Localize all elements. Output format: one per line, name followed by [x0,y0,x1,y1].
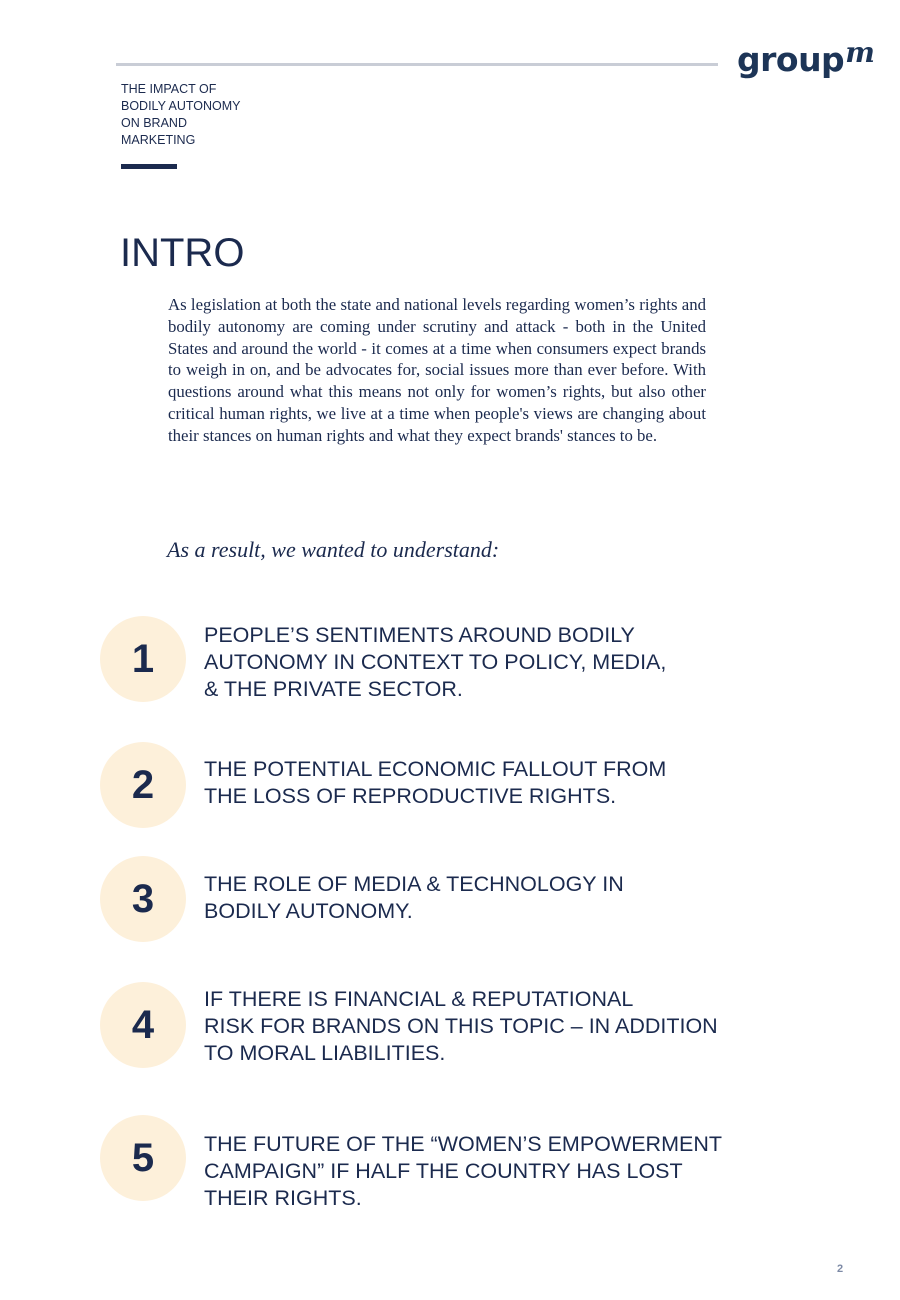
goal-number-circle: 5 [100,1115,186,1201]
goal-number-circle: 1 [100,616,186,702]
header-rule [116,63,718,66]
goal-text-line: AUTONOMY IN CONTEXT TO POLICY, MEDIA, [204,650,667,674]
lead-in-statement: As a result, we wanted to understand: [167,537,500,562]
goal-text-line: THE FUTURE OF THE “WOMEN’S EMPOWERMENT [204,1132,722,1156]
goal-text [204,871,744,925]
report-title [121,81,281,149]
report-title-line: ON BRAND [121,116,187,130]
goal-text [204,986,744,1067]
groupm-logo [737,36,875,79]
logo-wordmark: group [737,40,845,79]
title-accent-bar [121,164,177,169]
goal-number-circle: 4 [100,982,186,1068]
report-title-line: MARKETING [121,133,196,147]
logo-superscript-m: m [845,36,875,69]
report-title-line: THE IMPACT OF [121,82,217,96]
goal-text-line: CAMPAIGN” IF HALF THE COUNTRY HAS LOST [204,1159,683,1183]
goal-text-line: THE ROLE OF MEDIA & TECHNOLOGY IN [204,872,624,896]
goal-text-line: THEIR RIGHTS. [204,1186,362,1210]
goal-text [204,1131,744,1212]
goal-text-line: TO MORAL LIABILITIES. [204,1041,446,1065]
goal-text-line: IF THERE IS FINANCIAL & REPUTATIONAL [204,987,634,1011]
page-number: 2 [837,1263,844,1275]
goal-text-line: PEOPLE’S SENTIMENTS AROUND BODILY [204,623,635,647]
goal-text [204,756,744,810]
goal-number-circle: 2 [100,742,186,828]
goal-text-line: RISK FOR BRANDS ON THIS TOPIC – IN ADDITION [204,1014,718,1038]
goal-text-line: THE POTENTIAL ECONOMIC FALLOUT FROM [204,757,667,781]
report-title-line: BODILY AUTONOMY [121,99,241,113]
goal-text-line: THE LOSS OF REPRODUCTIVE RIGHTS. [204,784,617,808]
goal-number-circle: 3 [100,856,186,942]
section-heading: INTRO [120,231,245,275]
intro-paragraph: As legislation at both the state and national levels regarding women’s rights and bodily autonomy are coming under scrutiny and attack - both in the United States and around the world - it comes at a time when consumers expect brands to weigh in on, and be advocates for, social issues more than ever before. With questions around what this means not only for women’s rights, but also other critical human rights, we live at a time when people's views are changing about their stances on human rights and what they expect brands' stances to be. [168,295,706,445]
goal-text [204,622,744,703]
goal-text-line: & THE PRIVATE SECTOR. [204,677,463,701]
goal-text-line: BODILY AUTONOMY. [204,899,413,923]
